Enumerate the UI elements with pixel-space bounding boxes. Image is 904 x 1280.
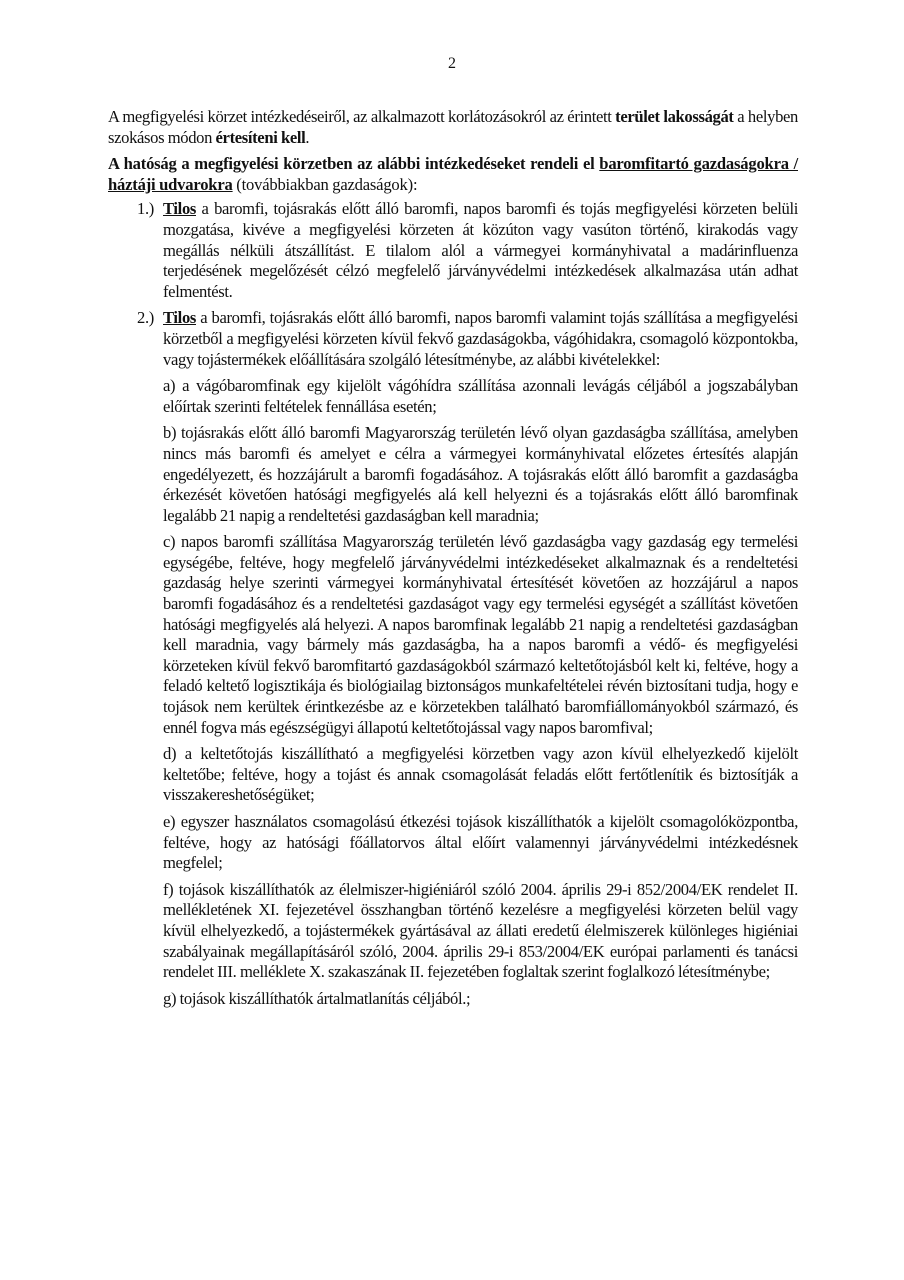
item-number: 2.) [137,308,154,328]
exception-d: d) a keltetőtojás kiszállítható a megfigyelési körzetben vagy azon kívül elhelyezkedő kijelölt keltetőbe; feltéve, hogy a tojást és annak csomagolását feladás előtt fertőtlenítik és biztosítják a visszakereshetőségüket; [163,744,798,805]
measures-heading [108,154,798,195]
list-item-1 [108,199,798,302]
exception-b: b) tojásrakás előtt álló baromfi Magyarország területén lévő olyan gazdaságba szállítása, amelyben nincs más baromfi és amelyet e célra a vármegyei kormányhivatal előzetes értesítés alapján engedélyezett, és hozzájárult a baromfi fogadásához. A tojásrakás előtt álló baromfit a gazdaságba érkezését követően hatósági megfigyelés alá kell helyezni és a tojásrakás előtt álló baromfinak legalább 21 napig a rendeltetési gazdaságban kell maradnia; [163,423,798,525]
intro-text: . [305,127,310,147]
intro-bold-area: terület lakosságát [615,107,734,126]
heading-underlined-target: baromfitartó gazdaságokra / háztáji udvarokra [108,154,798,194]
intro-bold-notify: értesíteni kell [215,127,306,147]
exception-g: g) tojások kiszállíthatók ártalmatlanítás céljából.; [163,988,471,1008]
item-text: a baromfi, tojásrakás előtt álló baromfi, napos baromfi és tojás megfigyelési körzeten belüli mozgatása, kivéve a megfigyelési körzeten át közúton vagy vasúton történő, kirakodás vagy megállás nélküli átszállítást. E tilalom alól a vármegyei kormányhivatal a madárinfluenza terjedésének megelőzését célzó megfelelő járványvédelmi intézkedések alkalmazása után adhat felmentést. [163,199,798,301]
item-keyword: Tilos [163,308,196,328]
heading-note: (továbbiakban gazdaságok): [232,174,418,194]
item-text: a baromfi, tojásrakás előtt álló baromfi, napos baromfi valamint tojás szállítása a megfigyelési körzetből a megfigyelési körzeten kívül fekvő gazdaságokba, vágóhidakra, csomagoló központokba, vagy tojástermékek előállítására szolgáló létesítménybe, az alábbi kivételekkel: [163,308,798,369]
item-keyword: Tilos [163,199,196,219]
list-item-2 [108,308,798,370]
exception-a: a) a vágóbaromfinak egy kijelölt vágóhídra szállítása azonnali levágás céljából a jogszabályban előírtak szerinti feltételek fennállása esetén; [163,376,798,416]
page-number: 2 [448,55,456,72]
item-number: 1.) [137,199,154,219]
heading-text: A hatóság a megfigyelési körzetben az alábbi intézkedéseket rendeli el [108,154,600,174]
intro-text: A megfigyelési körzet intézkedéseiről, az alkalmazott korlátozásokról az érintett [108,107,616,126]
exception-f: f) tojások kiszállíthatók az élelmiszer-higiéniáról szóló 2004. április 29-i 852/2004/EK rendelet II. mellékletének XI. fejezetével összhangban történő kezelésre a megfigyelési körzeten belül vagy kívül elhelyezkedő, a tojástermékek gyártásával az állati eredetű élelmiszerek különleges higiéniai szabályainak megállapításáról szóló, 2004. április 29-i 853/2004/EK európai parlamenti és tanácsi rendelet III. melléklete X. szakaszának II. fejezetében foglaltak szerint foglalkozó létesítménybe; [163,879,798,982]
intro-text: a helyben szokásos módon [108,107,798,147]
document-body [108,107,798,1015]
exception-e: e) egyszer használatos csomagolású étkezési tojások kiszállíthatók a kijelölt csomagolóközpontba, feltéve, hogy az hatósági főállatorvos által előírt valamennyi járványvédelmi intézkedésnek megfelel; [163,812,798,873]
intro-paragraph [108,107,798,148]
exception-c: c) napos baromfi szállítása Magyarország területén lévő gazdaságba vagy gazdaság egy termelési egységébe, feltéve, hogy megfelelő járványvédelmi intézkedéseket alkalmaznak és a rendeltetési gazdaság helye szerinti vármegyei kormányhivatal értesítését követően az hozzájárul a napos baromfi fogadásához és a rendeltetési gazdaságot vagy egy termelési egységét a szállítást követően hatósági megfigyelés alá helyezi. A napos baromfinak legalább 21 napig a rendeltetési gazdaságban kell maradnia, vagy bármely más gazdaságba, ha a napos baromfi a védő- és megfigyelési körzeteken kívül fekvő baromfitartó gazdaságokból származó keltetőtojásból kelt ki, feltéve, hogy a feladó keltető logisztikája és biológiailag biztonságos munkafeltételei révén biztosítani tudja, hogy e tojások nem kerültek érintkezésbe az e körzetekben található baromfiállományokból származó, és ennél fogva más egészségügyi állapotú keltetőtojással vagy napos baromfival; [163,532,798,737]
